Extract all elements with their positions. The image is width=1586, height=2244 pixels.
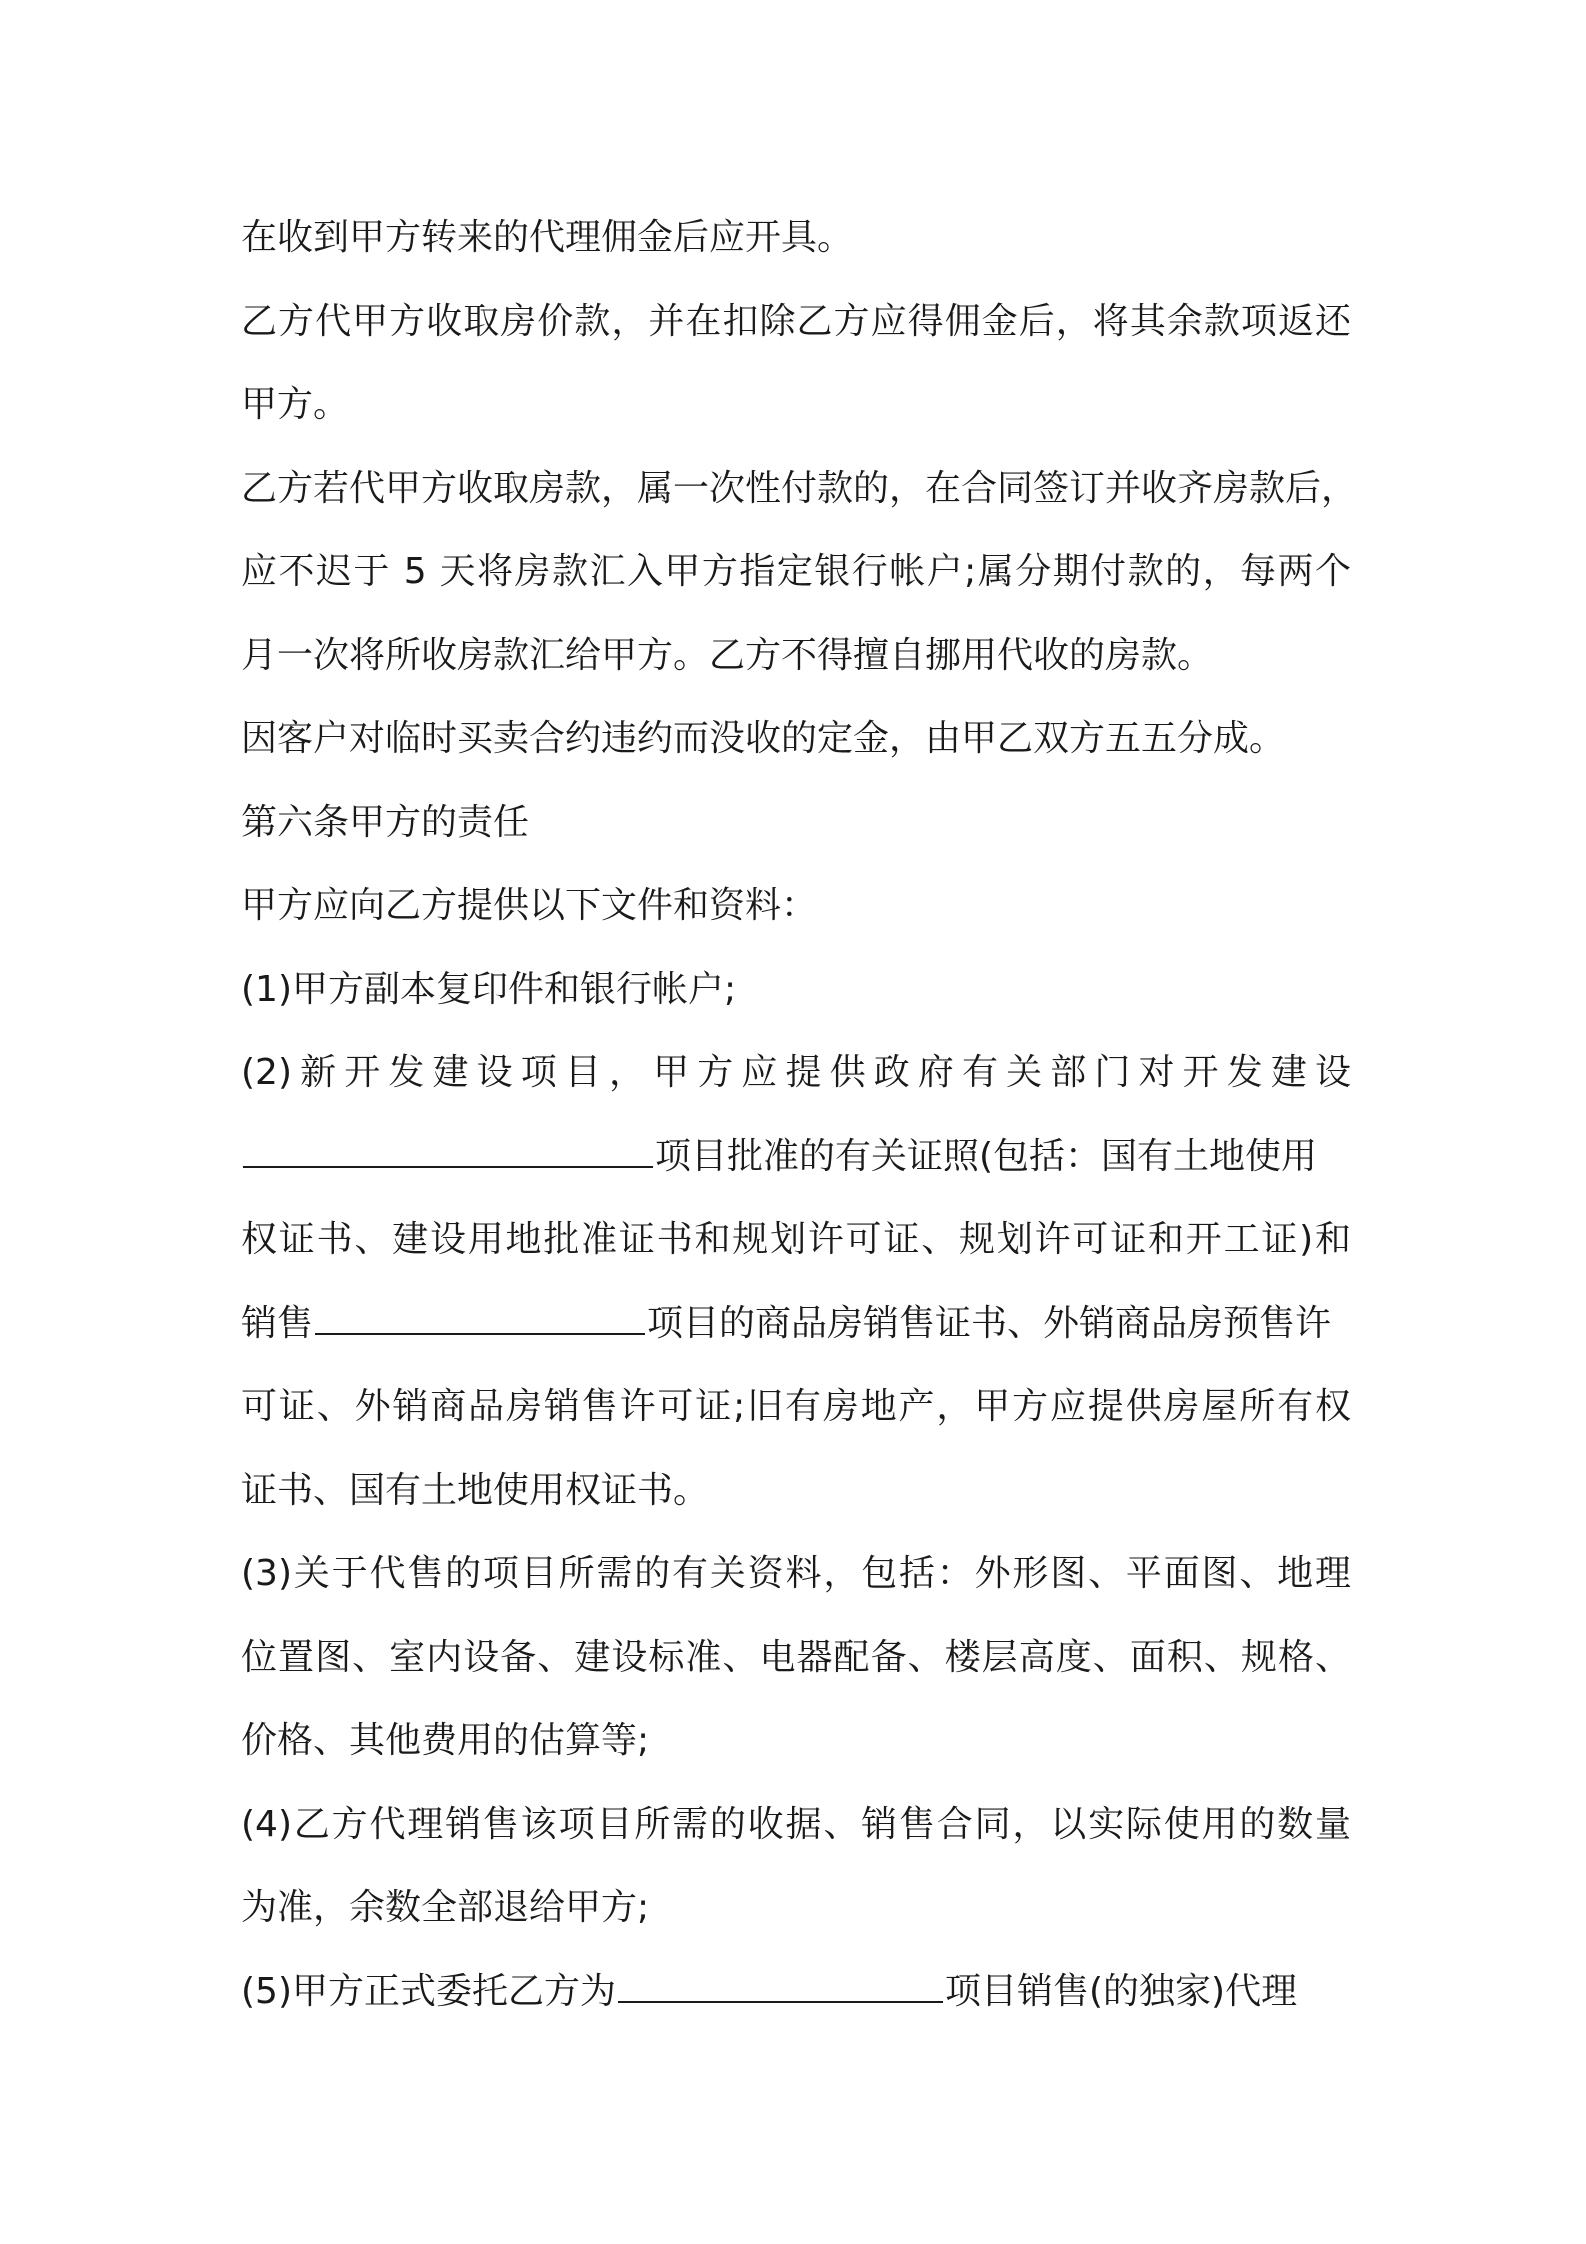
line-text: 项目批准的有关证照(包括：国有土地使用 bbox=[655, 1135, 1318, 1177]
fill-in-blank bbox=[315, 1303, 645, 1335]
paragraph-line bbox=[241, 1115, 1351, 1199]
paragraph-line: 甲方应向乙方提供以下文件和资料： bbox=[241, 885, 818, 926]
fill-in-blank bbox=[618, 1971, 943, 2003]
document-body bbox=[241, 196, 1358, 2033]
list-item bbox=[241, 1950, 1351, 2034]
paragraph-line: 权证书、建设用地批准证书和规划许可证、规划许可证和开工证)和 bbox=[241, 1219, 1351, 1260]
paragraph-line: 价格、其他费用的估算等; bbox=[241, 1720, 650, 1761]
line-text: 销售 bbox=[241, 1302, 314, 1344]
list-item: (4)乙方代理销售该项目所需的收据、销售合同，以实际使用的数量 bbox=[241, 1803, 1351, 1845]
paragraph-line: 证书、国有土地使用权证书。 bbox=[241, 1469, 710, 1511]
section-heading: 第六条甲方的责任 bbox=[241, 801, 530, 843]
paragraph-line: 月一次将所收房款汇给甲方。乙方不得擅自挪用代收的房款。 bbox=[241, 634, 1214, 676]
line-text: (5)甲方正式委托乙方为 bbox=[241, 1970, 616, 2012]
paragraph-line: 为准，余数全部退给甲方; bbox=[241, 1887, 650, 1928]
paragraph-line: 位置图、室内设备、建设标准、电器配备、楼层高度、面积、规格、 bbox=[241, 1636, 1351, 1678]
paragraph-line: 应不迟于 5 天将房款汇入甲方指定银行帐户;属分期付款的，每两个 bbox=[241, 551, 1351, 592]
paragraph-line: 因客户对临时买卖合约违约而没收的定金，由甲乙双方五五分成。 bbox=[241, 718, 1286, 759]
list-item: (3)关于代售的项目所需的有关资料，包括：外形图、平面图、地理 bbox=[241, 1553, 1351, 1594]
fill-in-blank bbox=[243, 1136, 653, 1168]
paragraph-line: 乙方代甲方收取房价款，并在扣除乙方应得佣金后，将其余款项返还 bbox=[241, 300, 1351, 342]
paragraph-line: 甲方。 bbox=[241, 384, 350, 425]
list-item: (1)甲方副本复印件和银行帐户; bbox=[241, 968, 737, 1010]
paragraph-line bbox=[241, 1282, 1351, 1366]
list-item: (2)新开发建设项目，甲方应提供政府有关部门对开发建设 bbox=[241, 1052, 1351, 1093]
paragraph-line: 可证、外销商品房销售许可证;旧有房地产，甲方应提供房屋所有权 bbox=[241, 1386, 1351, 1427]
line-text: 项目的商品房销售证书、外销商品房预售许 bbox=[647, 1302, 1332, 1344]
paragraph-line: 乙方若代甲方收取房款，属一次性付款的，在合同签订并收齐房款后， bbox=[241, 467, 1358, 509]
paragraph-line: 在收到甲方转来的代理佣金后应开具。 bbox=[241, 217, 854, 258]
line-text: 项目销售(的独家)代理 bbox=[945, 1970, 1298, 2012]
